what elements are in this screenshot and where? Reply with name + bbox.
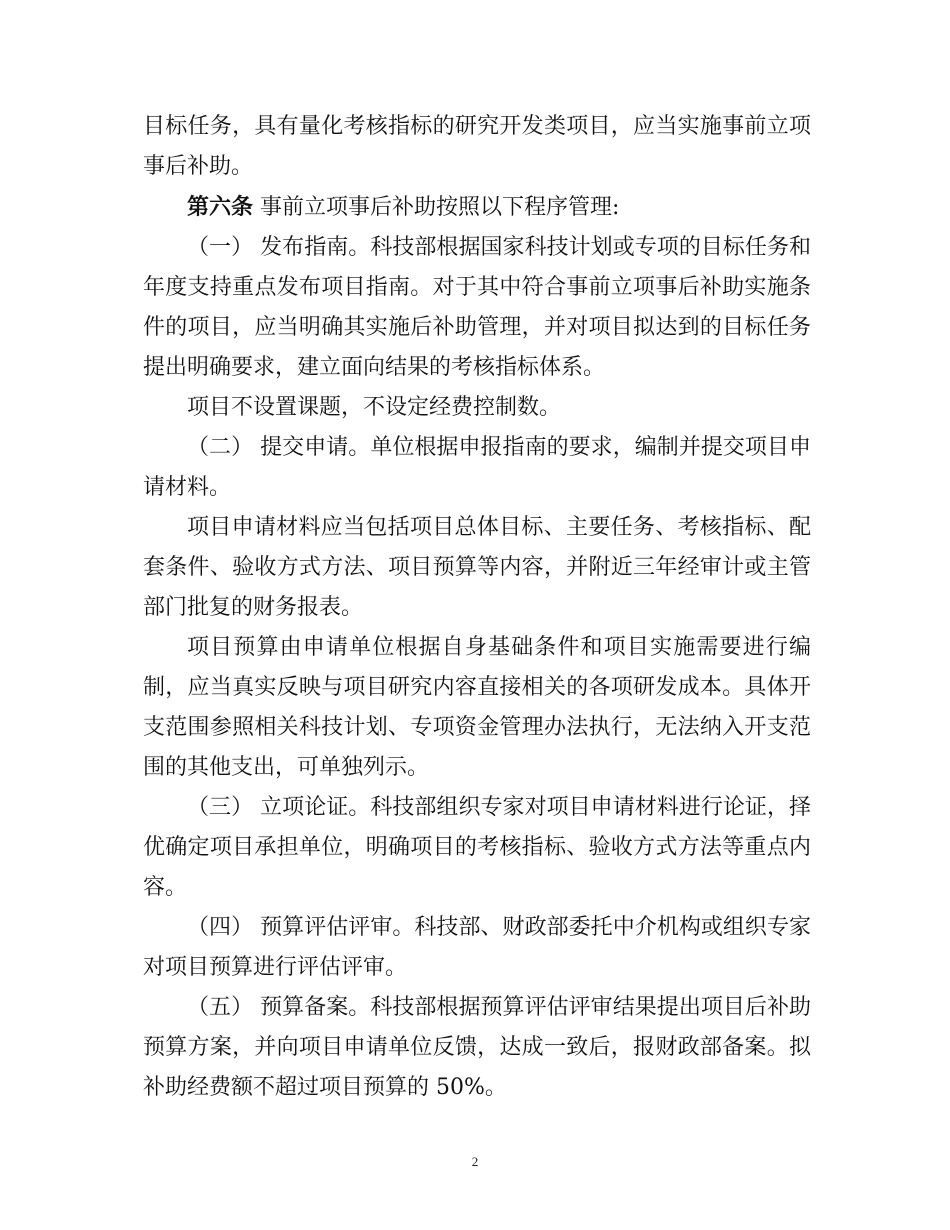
- no-subtopic-paragraph: 项目不设置课题，不设定经费控制数。: [187, 395, 562, 420]
- step-three-paragraph: （三） 立项论证。科技部组织专家对项目申请材料进行论证，择优确定项目承担单位，明确项目的考核指标、验收方式方法等重点内容。: [143, 795, 811, 900]
- budget-preparation-paragraph: 项目预算由申请单位根据自身基础条件和项目实施需要进行编制，应当真实反映与项目研究内容直接相关的各项研发成本。具体开支范围参照相关科技计划、专项资金管理办法执行，无法纳入开支范围的其他支出，可单独列示。: [143, 635, 811, 780]
- application-materials-paragraph: 项目申请材料应当包括项目总体目标、主要任务、考核指标、配套条件、验收方式方法、项目预算等内容，并附近三年经审计或主管部门批复的财务报表。: [143, 515, 811, 620]
- page-number: 2: [471, 1154, 479, 1169]
- article-six-paragraph: [143, 187, 811, 228]
- article-heading: 第六条: [187, 194, 254, 220]
- paragraph-continuation: 目标任务，具有量化考核指标的研究开发类项目，应当实施事前立项事后补助。: [143, 114, 811, 179]
- document-body: [143, 107, 811, 1108]
- step-one-paragraph: （一） 发布指南。科技部根据国家科技计划或专项的目标任务和年度支持重点发布项目指南。对于其中符合事前立项事后补助实施条件的项目，应当明确其实施后补助管理，并对项目拟达到的目标任务提出明确要求，建立面向结果的考核指标体系。: [143, 235, 811, 380]
- article-text: 事前立项事后补助按照以下程序管理:: [253, 195, 620, 220]
- step-two-paragraph: （二） 提交申请。单位根据申报指南的要求，编制并提交项目申请材料。: [143, 435, 811, 500]
- step-five-paragraph: （五） 预算备案。科技部根据预算评估评审结果提出项目后补助预算方案，并向项目申请单位反馈，达成一致后，报财政部备案。拟补助经费额不超过项目预算的 50%。: [143, 995, 811, 1100]
- step-four-paragraph: （四） 预算评估评审。科技部、财政部委托中介机构或组织专家对项目预算进行评估评审。: [143, 915, 811, 980]
